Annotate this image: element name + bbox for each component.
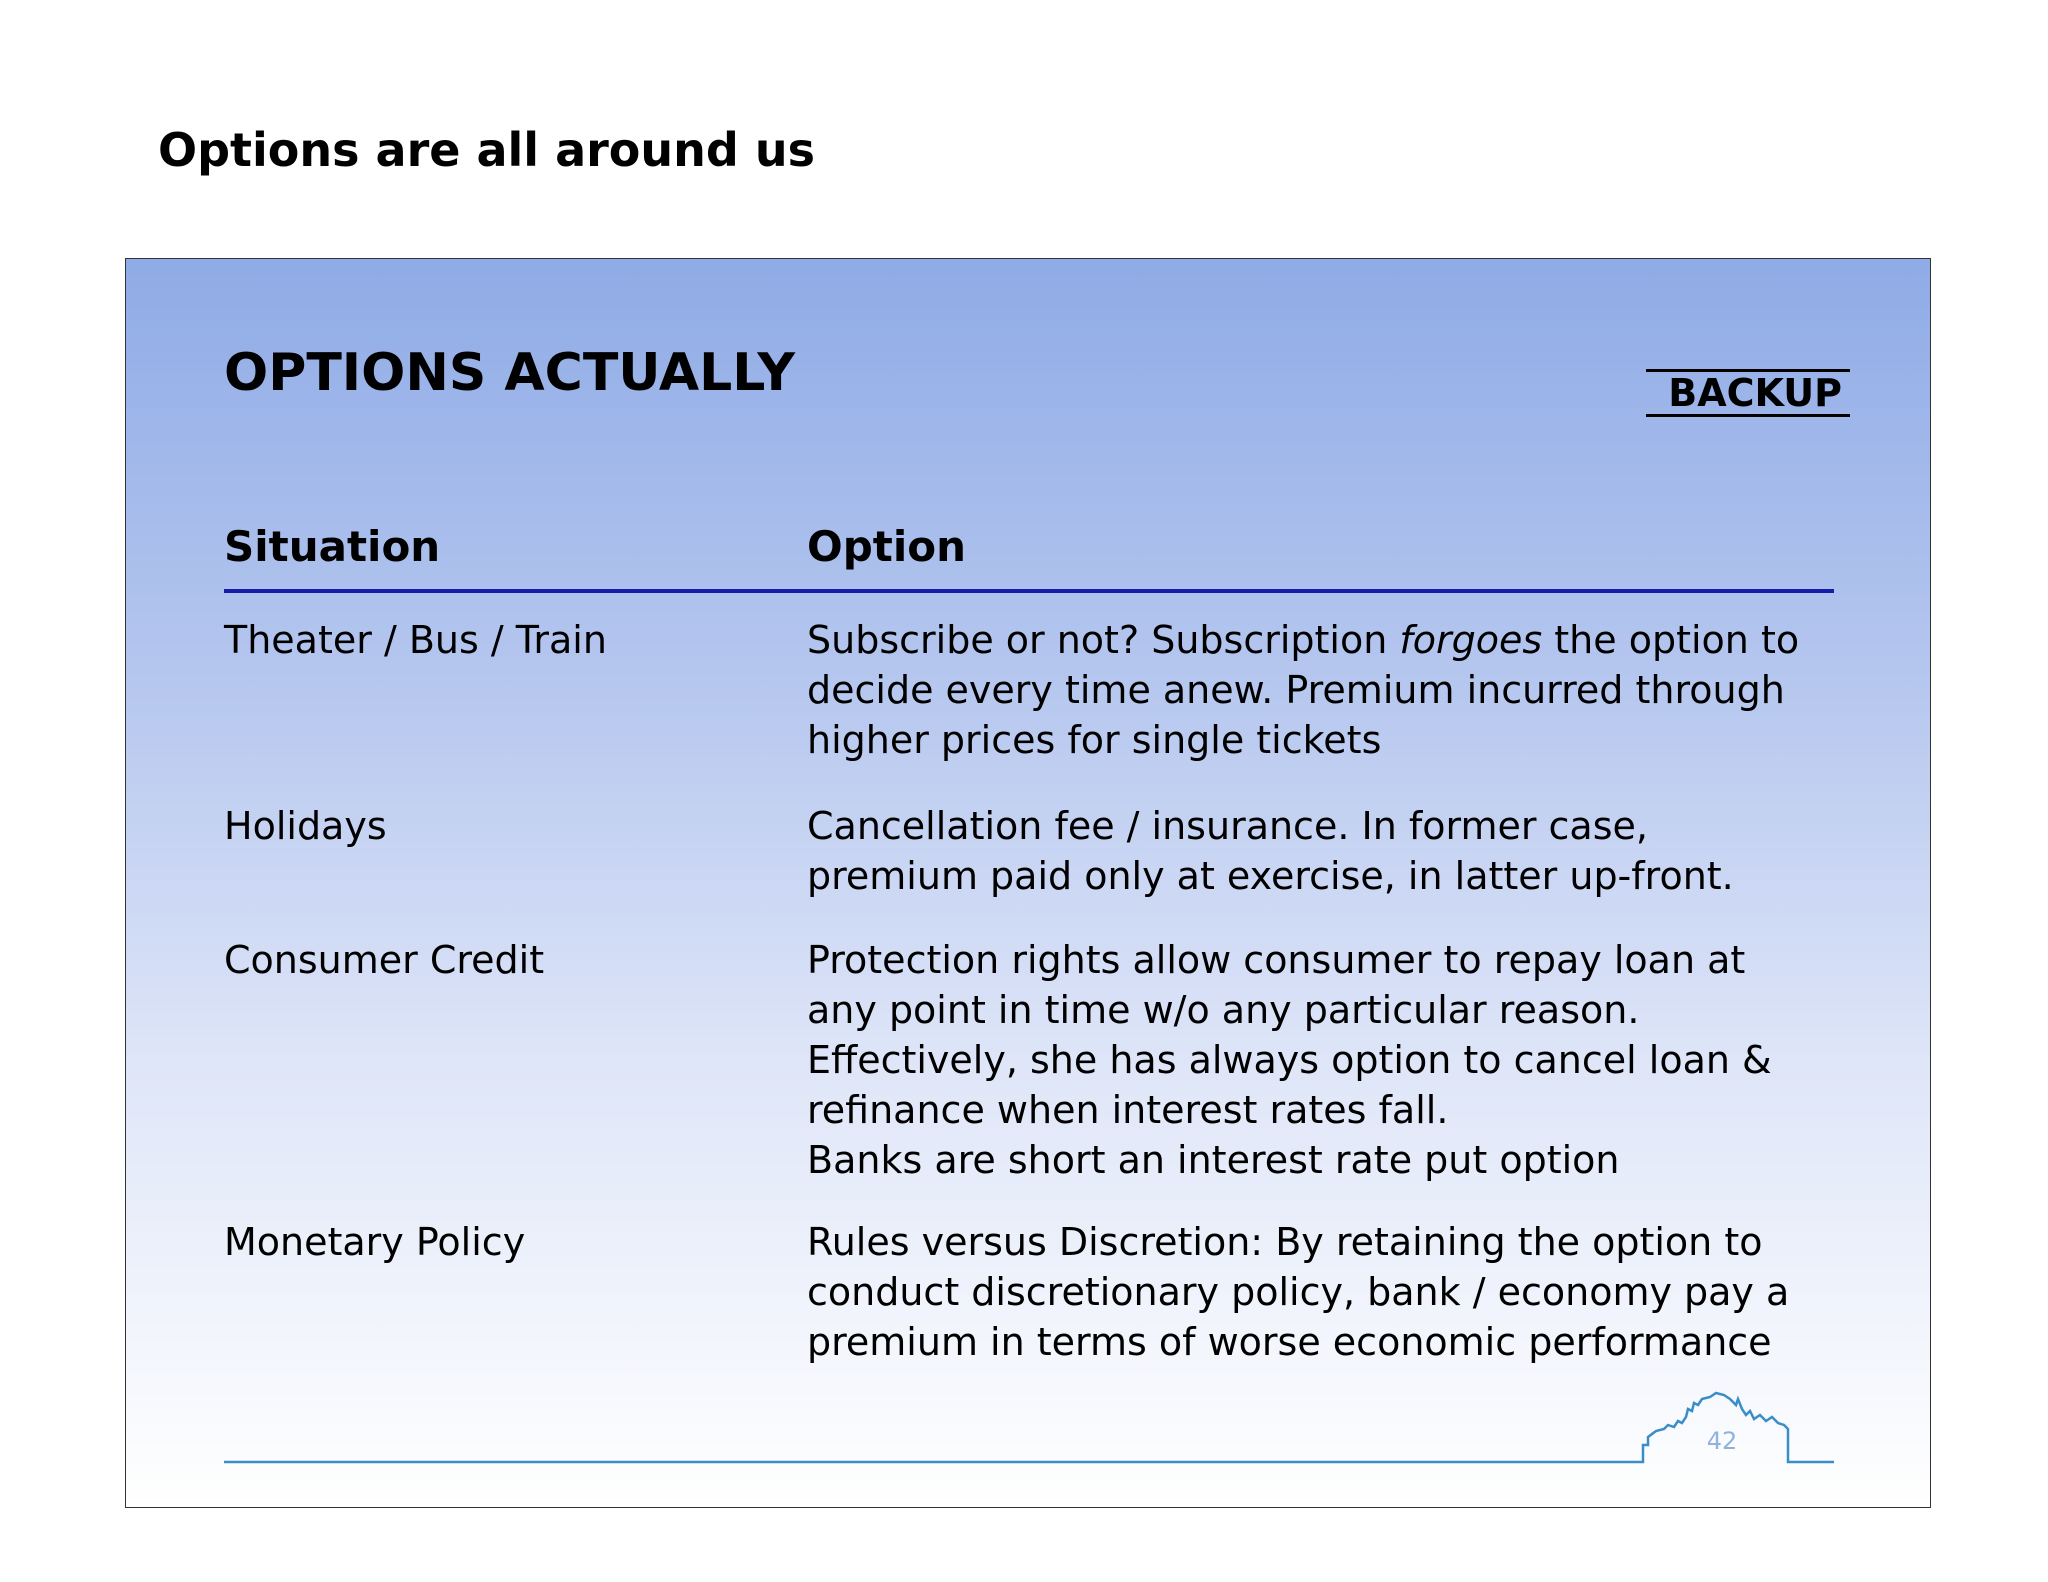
emphasis-forgoes: forgoes [1399, 618, 1543, 662]
column-header-situation: Situation [224, 522, 441, 571]
option-line: Effectively, she has always option to cancel loan & [807, 1038, 1772, 1082]
option-line: Rules versus Discretion: By retaining the option to [807, 1220, 1763, 1264]
option-line: any point in time w/o any particular reason. [807, 988, 1640, 1032]
option-line: decide every time anew. Premium incurred through [807, 668, 1785, 712]
situation-cell: Holidays [224, 804, 387, 848]
option-line: Cancellation fee / insurance. In former case, [807, 804, 1648, 848]
page-number: 42 [1706, 1427, 1738, 1455]
situation-cell: Consumer Credit [224, 938, 545, 982]
situation-cell: Theater / Bus / Train [224, 618, 607, 662]
slide-panel [125, 258, 1931, 1508]
option-line: premium in terms of worse economic performance [807, 1320, 1772, 1364]
column-header-option: Option [807, 522, 966, 571]
footer-skyline-logo-icon [126, 259, 1931, 1508]
option-line: higher prices for single tickets [807, 718, 1382, 762]
option-line: Subscribe or not? Subscription forgoes the option to [807, 618, 1800, 662]
page-title: Options are all around us [158, 123, 815, 177]
option-line: conduct discretionary policy, bank / economy pay a [807, 1270, 1790, 1314]
option-line: refinance when interest rates fall. [807, 1088, 1449, 1132]
option-line: Banks are short an interest rate put option [807, 1138, 1620, 1182]
situation-cell: Monetary Policy [224, 1220, 526, 1264]
backup-badge: BACKUP [1646, 369, 1850, 417]
option-line: premium paid only at exercise, in latter up-front. [807, 854, 1734, 898]
slide-title: OPTIONS ACTUALLY [224, 343, 795, 403]
option-line: Protection rights allow consumer to repay loan at [807, 938, 1746, 982]
